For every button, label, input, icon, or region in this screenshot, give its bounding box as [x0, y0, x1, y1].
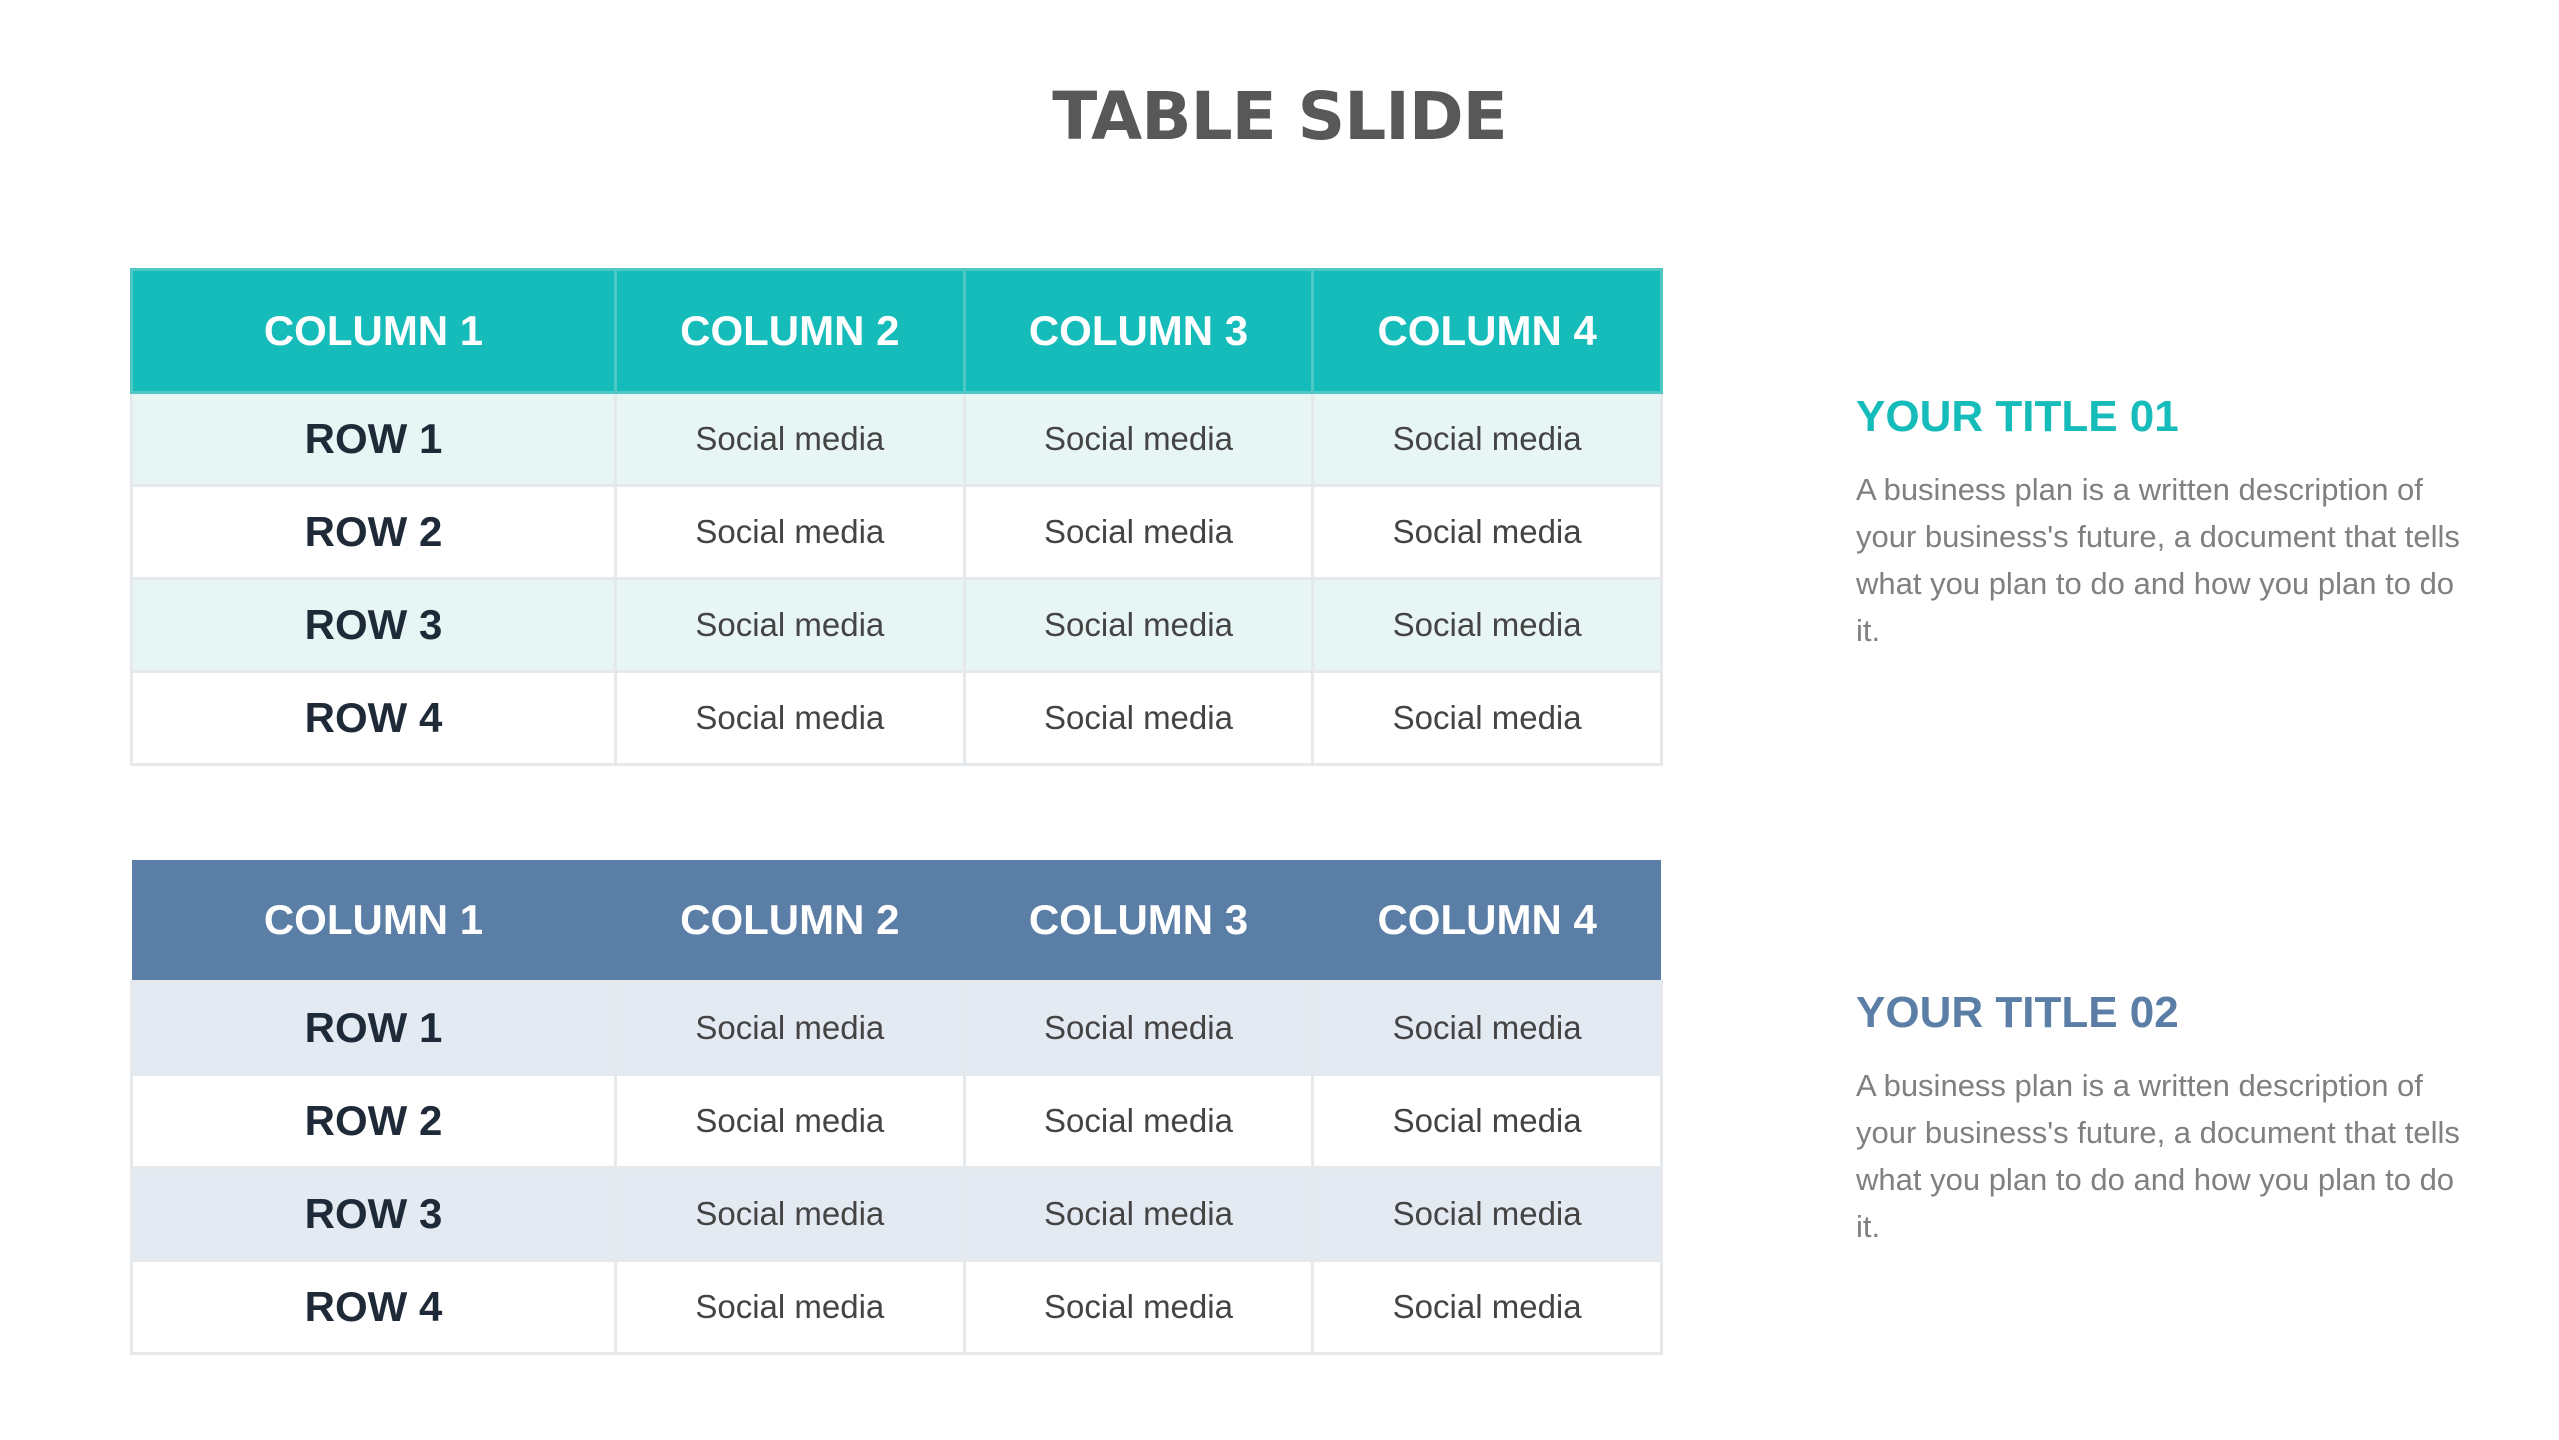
side-text-block-01 — [1856, 392, 2476, 654]
row-label: ROW 1 — [132, 393, 616, 486]
table-cell: Social media — [964, 1075, 1313, 1168]
table-cell: Social media — [1313, 672, 1662, 765]
row-label: ROW 1 — [132, 982, 616, 1075]
header-cell-column-1: COLUMN 1 — [132, 270, 616, 393]
table-cell: Social media — [964, 486, 1313, 579]
table-cell: Social media — [616, 672, 965, 765]
table-cell: Social media — [616, 1261, 965, 1354]
table-cell: Social media — [1313, 982, 1662, 1075]
table-header-row — [132, 270, 1662, 393]
row-label: ROW 2 — [132, 486, 616, 579]
table-cell: Social media — [616, 1075, 965, 1168]
header-cell-column-4: COLUMN 4 — [1313, 270, 1662, 393]
row-label: ROW 4 — [132, 1261, 616, 1354]
side-title-01: YOUR TITLE 01 — [1856, 392, 2179, 441]
table-cell: Social media — [616, 486, 965, 579]
header-cell-column-3: COLUMN 3 — [964, 270, 1313, 393]
table-row — [132, 579, 1662, 672]
table-cell: Social media — [616, 982, 965, 1075]
table-cell: Social media — [1313, 579, 1662, 672]
table-cell: Social media — [616, 579, 965, 672]
side-body-01: A business plan is a written description of your business's future, a document that tells what you plan to do and how you plan to do it. — [1856, 472, 2460, 648]
table-row — [132, 672, 1662, 765]
row-label: ROW 3 — [132, 1168, 616, 1261]
row-label: ROW 4 — [132, 672, 616, 765]
slide-title: TABLE SLIDE — [1052, 78, 1507, 155]
table-cell: Social media — [964, 393, 1313, 486]
table-row — [132, 486, 1662, 579]
table-cell: Social media — [964, 672, 1313, 765]
table-cell: Social media — [1313, 486, 1662, 579]
table-cell: Social media — [1313, 1168, 1662, 1261]
row-label: ROW 2 — [132, 1075, 616, 1168]
table-cell: Social media — [1313, 393, 1662, 486]
side-body-02: A business plan is a written description of your business's future, a document that tells what you plan to do and how you plan to do it. — [1856, 1068, 2460, 1244]
header-cell-column-1: COLUMN 1 — [132, 860, 616, 982]
teal-table — [130, 268, 1663, 766]
side-text-block-02 — [1856, 988, 2476, 1250]
table-cell: Social media — [964, 1168, 1313, 1261]
table-cell: Social media — [616, 1168, 965, 1261]
table-cell: Social media — [964, 982, 1313, 1075]
table-row — [132, 393, 1662, 486]
table-cell: Social media — [1313, 1075, 1662, 1168]
table-row — [132, 1261, 1662, 1354]
table-cell: Social media — [1313, 1261, 1662, 1354]
side-title-02: YOUR TITLE 02 — [1856, 988, 2179, 1037]
table-header-row — [132, 860, 1662, 982]
table-row — [132, 1168, 1662, 1261]
header-cell-column-2: COLUMN 2 — [616, 270, 965, 393]
table-cell: Social media — [616, 393, 965, 486]
blue-table — [130, 860, 1663, 1355]
header-cell-column-3: COLUMN 3 — [964, 860, 1313, 982]
table-row — [132, 1075, 1662, 1168]
table-cell: Social media — [964, 1261, 1313, 1354]
row-label: ROW 3 — [132, 579, 616, 672]
table-cell: Social media — [964, 579, 1313, 672]
header-cell-column-2: COLUMN 2 — [616, 860, 965, 982]
header-cell-column-4: COLUMN 4 — [1313, 860, 1662, 982]
table-row — [132, 982, 1662, 1075]
